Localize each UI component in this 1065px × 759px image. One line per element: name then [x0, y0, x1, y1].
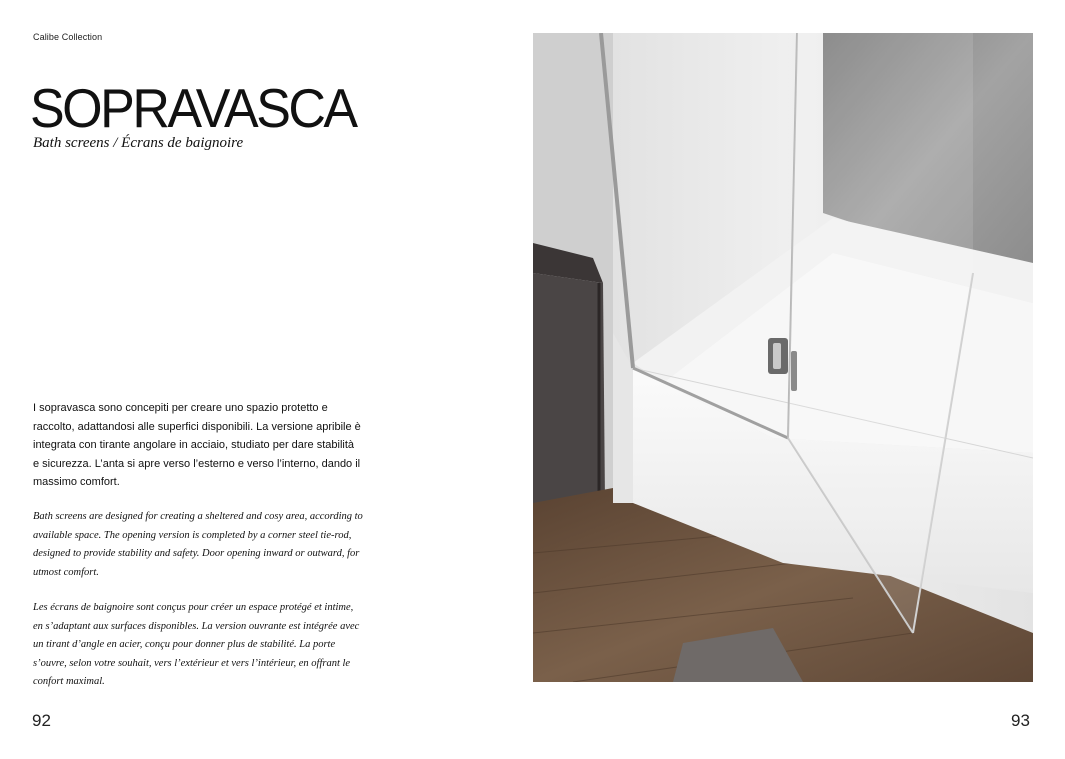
description-italian: I sopravasca sono concepiti per creare uno spazio protetto e raccolto, adattandosi alle superfici disponibili. La versione apribile è integrata con tirante angolare in acciaio, studiato per dare stabilità e sicurezza. L’anta si apre verso l’esterno e verso l’interno, dando il massimo comfort. — [33, 402, 361, 488]
page-subtitle: Bath screens / Écrans de baignoire — [33, 135, 244, 151]
description-english: Bath screens are designed for creating a sheltered and cosy area, according to available space. The opening version is completed by a corner steel tie-rod, designed to provide stability and safety. Door opening inward or outward, for utmost comfort. — [33, 511, 363, 578]
page-title: SOPRAVASCA — [30, 78, 356, 140]
bath-screen-photo — [533, 33, 1033, 682]
page-number-right: 93 — [1011, 711, 1030, 730]
page-number-left: 92 — [32, 711, 51, 730]
description-french: Les écrans de baignoire sont conçus pour créer un espace protégé et intime, en s’adaptant aux surfaces disponibles. La version ouvrante est intégrée avec un tirant d’angle en acier, conçu pour donner plus de stabilité. La porte s’ouvre, selon votre souhait, vers l’extérieur et vers l’intérieur, en offrant le confort maximal. — [33, 602, 360, 687]
collection-label: Calibe Collection — [33, 32, 103, 42]
